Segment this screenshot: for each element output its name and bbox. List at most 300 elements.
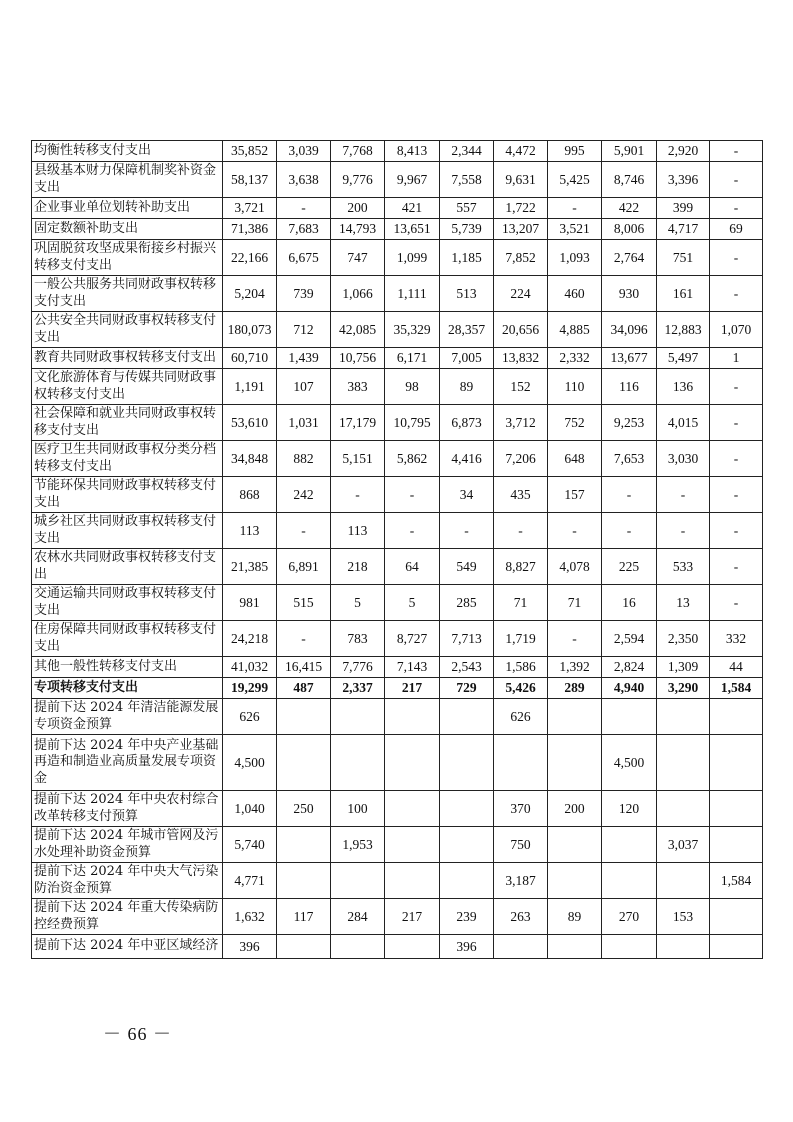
table-cell: - bbox=[710, 405, 763, 441]
row-label: 均衡性转移支付支出 bbox=[32, 141, 223, 162]
table-cell: 6,675 bbox=[277, 240, 331, 276]
row-label: 巩固脱贫攻坚成果衔接乡村振兴转移支付支出 bbox=[32, 240, 223, 276]
table-cell: 20,656 bbox=[494, 312, 548, 348]
table-cell: 5,425 bbox=[548, 162, 602, 198]
table-cell: 4,771 bbox=[223, 863, 277, 899]
table-cell bbox=[385, 827, 440, 863]
table-row bbox=[32, 513, 763, 549]
table-cell: 5,901 bbox=[602, 141, 657, 162]
table-cell: - bbox=[710, 585, 763, 621]
table-cell: 4,940 bbox=[602, 678, 657, 699]
table-cell: 263 bbox=[494, 899, 548, 935]
table-cell: 98 bbox=[385, 369, 440, 405]
table-cell: 3,396 bbox=[657, 162, 710, 198]
table-cell bbox=[440, 863, 494, 899]
table-cell bbox=[602, 935, 657, 959]
table-cell: 421 bbox=[385, 198, 440, 219]
table-cell: 1,719 bbox=[494, 621, 548, 657]
table-cell: 270 bbox=[602, 899, 657, 935]
table-cell: 5,497 bbox=[657, 348, 710, 369]
table-cell: 250 bbox=[277, 791, 331, 827]
table-row bbox=[32, 369, 763, 405]
row-label: 节能环保共同财政事权转移支付支出 bbox=[32, 477, 223, 513]
table-cell bbox=[710, 899, 763, 935]
table-cell: 10,795 bbox=[385, 405, 440, 441]
table-cell: 44 bbox=[710, 657, 763, 678]
table-cell: 5 bbox=[331, 585, 385, 621]
row-label: 县级基本财力保障机制奖补资金支出 bbox=[32, 162, 223, 198]
table-cell bbox=[657, 863, 710, 899]
table-cell bbox=[277, 827, 331, 863]
table-cell: 58,137 bbox=[223, 162, 277, 198]
table-row bbox=[32, 198, 763, 219]
table-cell: - bbox=[277, 198, 331, 219]
table-cell: 8,006 bbox=[602, 219, 657, 240]
table-cell: 1,584 bbox=[710, 678, 763, 699]
table-cell: 110 bbox=[548, 369, 602, 405]
table-cell: 1,632 bbox=[223, 899, 277, 935]
table-cell bbox=[440, 827, 494, 863]
table-cell: 120 bbox=[602, 791, 657, 827]
table-cell: 13,832 bbox=[494, 348, 548, 369]
table-cell: 3,187 bbox=[494, 863, 548, 899]
table-cell: - bbox=[385, 513, 440, 549]
table-cell: 60,710 bbox=[223, 348, 277, 369]
row-label: 提前下达 2024 年城市管网及污水处理补助资金预算 bbox=[32, 827, 223, 863]
table-cell: 557 bbox=[440, 198, 494, 219]
table-cell: 3,638 bbox=[277, 162, 331, 198]
table-cell: - bbox=[331, 477, 385, 513]
table-body bbox=[32, 141, 763, 959]
table-row bbox=[32, 441, 763, 477]
table-cell: 7,852 bbox=[494, 240, 548, 276]
table-cell: 648 bbox=[548, 441, 602, 477]
table-cell bbox=[710, 827, 763, 863]
table-cell: 383 bbox=[331, 369, 385, 405]
table-cell bbox=[657, 699, 710, 735]
table-cell: 981 bbox=[223, 585, 277, 621]
row-label: 企业事业单位划转补助支出 bbox=[32, 198, 223, 219]
table-cell: 34,848 bbox=[223, 441, 277, 477]
table-row bbox=[32, 276, 763, 312]
table-cell: - bbox=[710, 198, 763, 219]
row-label: 提前下达 2024 年重大传染病防控经费预算 bbox=[32, 899, 223, 935]
table-cell: 285 bbox=[440, 585, 494, 621]
table-cell: - bbox=[710, 513, 763, 549]
table-cell: 1,099 bbox=[385, 240, 440, 276]
table-cell: 1,185 bbox=[440, 240, 494, 276]
table-cell: 10,756 bbox=[331, 348, 385, 369]
table-cell bbox=[548, 935, 602, 959]
table-cell: 1,439 bbox=[277, 348, 331, 369]
table-row bbox=[32, 585, 763, 621]
table-row bbox=[32, 657, 763, 678]
table-cell: - bbox=[602, 477, 657, 513]
table-cell: 1,309 bbox=[657, 657, 710, 678]
table-cell: 332 bbox=[710, 621, 763, 657]
table-cell: 626 bbox=[494, 699, 548, 735]
table-cell: 1,191 bbox=[223, 369, 277, 405]
table-cell: 42,085 bbox=[331, 312, 385, 348]
table-cell: 22,166 bbox=[223, 240, 277, 276]
table-cell: 751 bbox=[657, 240, 710, 276]
table-cell: 24,218 bbox=[223, 621, 277, 657]
table-cell: - bbox=[657, 477, 710, 513]
table-cell: 4,472 bbox=[494, 141, 548, 162]
table-cell: 3,712 bbox=[494, 405, 548, 441]
table-cell: 2,920 bbox=[657, 141, 710, 162]
table-cell: 3,290 bbox=[657, 678, 710, 699]
table-cell: 161 bbox=[657, 276, 710, 312]
table-cell: 1,722 bbox=[494, 198, 548, 219]
table-cell: 7,768 bbox=[331, 141, 385, 162]
table-cell: 7,558 bbox=[440, 162, 494, 198]
table-cell: 3,039 bbox=[277, 141, 331, 162]
table-cell: 5,862 bbox=[385, 441, 440, 477]
table-cell bbox=[440, 699, 494, 735]
table-cell: 9,776 bbox=[331, 162, 385, 198]
table-row bbox=[32, 621, 763, 657]
row-label: 城乡社区共同财政事权转移支付支出 bbox=[32, 513, 223, 549]
table-cell: 513 bbox=[440, 276, 494, 312]
table-cell: 3,721 bbox=[223, 198, 277, 219]
table-cell: 712 bbox=[277, 312, 331, 348]
table-row bbox=[32, 477, 763, 513]
table-cell: 4,717 bbox=[657, 219, 710, 240]
table-cell bbox=[710, 935, 763, 959]
table-cell: 28,357 bbox=[440, 312, 494, 348]
table-cell: 34,096 bbox=[602, 312, 657, 348]
table-cell: 13,677 bbox=[602, 348, 657, 369]
table-cell: 1,093 bbox=[548, 240, 602, 276]
table-cell: 225 bbox=[602, 549, 657, 585]
table-cell: 739 bbox=[277, 276, 331, 312]
table-cell: 8,746 bbox=[602, 162, 657, 198]
table-cell bbox=[548, 827, 602, 863]
table-row bbox=[32, 312, 763, 348]
table-cell: 4,416 bbox=[440, 441, 494, 477]
table-cell: 53,610 bbox=[223, 405, 277, 441]
table-cell: 113 bbox=[223, 513, 277, 549]
table-cell: 2,594 bbox=[602, 621, 657, 657]
table-cell bbox=[331, 735, 385, 791]
table-cell: 370 bbox=[494, 791, 548, 827]
table-cell: 435 bbox=[494, 477, 548, 513]
row-label: 专项转移支付支出 bbox=[32, 678, 223, 699]
table-cell: 8,413 bbox=[385, 141, 440, 162]
budget-table bbox=[31, 140, 763, 959]
table-cell: - bbox=[548, 513, 602, 549]
table-cell bbox=[385, 863, 440, 899]
table-cell: 242 bbox=[277, 477, 331, 513]
table-cell: 396 bbox=[440, 935, 494, 959]
table-cell: - bbox=[710, 477, 763, 513]
row-label: 社会保障和就业共同财政事权转移支付支出 bbox=[32, 405, 223, 441]
table-cell: - bbox=[277, 513, 331, 549]
table-cell: 4,885 bbox=[548, 312, 602, 348]
table-cell: 1,953 bbox=[331, 827, 385, 863]
table-cell: 21,385 bbox=[223, 549, 277, 585]
table-cell: 5,740 bbox=[223, 827, 277, 863]
table-cell: 2,350 bbox=[657, 621, 710, 657]
table-cell: 117 bbox=[277, 899, 331, 935]
table-cell: 8,727 bbox=[385, 621, 440, 657]
table-cell: 41,032 bbox=[223, 657, 277, 678]
table-cell bbox=[602, 863, 657, 899]
table-cell: 5,426 bbox=[494, 678, 548, 699]
table-cell: 626 bbox=[223, 699, 277, 735]
table-cell: 8,827 bbox=[494, 549, 548, 585]
table-cell bbox=[494, 935, 548, 959]
table-cell: 783 bbox=[331, 621, 385, 657]
table-cell: 7,776 bbox=[331, 657, 385, 678]
table-cell: 6,873 bbox=[440, 405, 494, 441]
table-cell: 35,852 bbox=[223, 141, 277, 162]
table-cell: 200 bbox=[548, 791, 602, 827]
table-cell: 19,299 bbox=[223, 678, 277, 699]
table-cell: - bbox=[710, 369, 763, 405]
table-cell bbox=[277, 863, 331, 899]
table-cell: 1,586 bbox=[494, 657, 548, 678]
table-cell: 930 bbox=[602, 276, 657, 312]
table-cell bbox=[277, 935, 331, 959]
table-cell: 2,337 bbox=[331, 678, 385, 699]
table-cell: 1,031 bbox=[277, 405, 331, 441]
table-cell: 752 bbox=[548, 405, 602, 441]
table-cell: 89 bbox=[548, 899, 602, 935]
table-cell: - bbox=[602, 513, 657, 549]
table-cell: 396 bbox=[223, 935, 277, 959]
table-cell: 157 bbox=[548, 477, 602, 513]
table-cell bbox=[602, 827, 657, 863]
row-label: 教育共同财政事权转移支付支出 bbox=[32, 348, 223, 369]
table-cell: 5,151 bbox=[331, 441, 385, 477]
table-cell: 289 bbox=[548, 678, 602, 699]
table-cell: 14,793 bbox=[331, 219, 385, 240]
table-cell: 113 bbox=[331, 513, 385, 549]
table-cell: 7,713 bbox=[440, 621, 494, 657]
table-cell bbox=[331, 699, 385, 735]
table-cell: - bbox=[277, 621, 331, 657]
table-cell: 71,386 bbox=[223, 219, 277, 240]
table-cell: 4,500 bbox=[223, 735, 277, 791]
table-cell: 180,073 bbox=[223, 312, 277, 348]
table-row bbox=[32, 240, 763, 276]
row-label: 交通运输共同财政事权转移支付支出 bbox=[32, 585, 223, 621]
table-cell: 2,344 bbox=[440, 141, 494, 162]
table-cell bbox=[548, 863, 602, 899]
table-cell bbox=[710, 791, 763, 827]
table-cell: 16,415 bbox=[277, 657, 331, 678]
table-cell: 217 bbox=[385, 678, 440, 699]
table-cell: 200 bbox=[331, 198, 385, 219]
table-cell: 750 bbox=[494, 827, 548, 863]
table-cell: - bbox=[657, 513, 710, 549]
table-cell: 107 bbox=[277, 369, 331, 405]
row-label: 住房保障共同财政事权转移支付支出 bbox=[32, 621, 223, 657]
table-cell: 1,040 bbox=[223, 791, 277, 827]
table-cell: 34 bbox=[440, 477, 494, 513]
table-cell: 9,631 bbox=[494, 162, 548, 198]
table-cell bbox=[494, 735, 548, 791]
table-row bbox=[32, 863, 763, 899]
table-cell: 7,683 bbox=[277, 219, 331, 240]
table-cell: 1,392 bbox=[548, 657, 602, 678]
table-cell bbox=[385, 935, 440, 959]
table-cell: 1,066 bbox=[331, 276, 385, 312]
row-label: 提前下达 2024 年中央产业基础再造和制造业高质量发展专项资金 bbox=[32, 735, 223, 791]
table-cell: - bbox=[548, 198, 602, 219]
table-cell: 12,883 bbox=[657, 312, 710, 348]
table-cell: 5 bbox=[385, 585, 440, 621]
table-cell bbox=[331, 935, 385, 959]
table-cell: 882 bbox=[277, 441, 331, 477]
table-cell bbox=[548, 699, 602, 735]
table-cell: 16 bbox=[602, 585, 657, 621]
table-cell: 7,653 bbox=[602, 441, 657, 477]
table-cell: 487 bbox=[277, 678, 331, 699]
table-cell bbox=[710, 699, 763, 735]
table-cell: 4,500 bbox=[602, 735, 657, 791]
table-cell: 3,037 bbox=[657, 827, 710, 863]
table-cell: 5,204 bbox=[223, 276, 277, 312]
table-cell bbox=[710, 735, 763, 791]
table-cell bbox=[657, 935, 710, 959]
table-cell: 13,651 bbox=[385, 219, 440, 240]
table-row bbox=[32, 791, 763, 827]
table-cell: 116 bbox=[602, 369, 657, 405]
table-cell: 71 bbox=[494, 585, 548, 621]
table-cell bbox=[440, 735, 494, 791]
table-cell: - bbox=[710, 441, 763, 477]
row-label: 医疗卫生共同财政事权分类分档转移支付支出 bbox=[32, 441, 223, 477]
table-cell: 284 bbox=[331, 899, 385, 935]
table-cell bbox=[602, 699, 657, 735]
table-cell: 747 bbox=[331, 240, 385, 276]
table-cell: 7,206 bbox=[494, 441, 548, 477]
table-cell: 13 bbox=[657, 585, 710, 621]
table-cell: 2,332 bbox=[548, 348, 602, 369]
table-cell: - bbox=[548, 621, 602, 657]
table-cell bbox=[385, 791, 440, 827]
table-row bbox=[32, 141, 763, 162]
table-row bbox=[32, 162, 763, 198]
table-cell: 5,739 bbox=[440, 219, 494, 240]
table-cell: 2,824 bbox=[602, 657, 657, 678]
row-label: 提前下达 2024 年中央农村综合改革转移支付预算 bbox=[32, 791, 223, 827]
table-cell: 4,078 bbox=[548, 549, 602, 585]
table-cell bbox=[277, 699, 331, 735]
table-cell: - bbox=[710, 141, 763, 162]
row-label: 一般公共服务共同财政事权转移支付支出 bbox=[32, 276, 223, 312]
table-cell: 460 bbox=[548, 276, 602, 312]
table-cell: 6,891 bbox=[277, 549, 331, 585]
table-row bbox=[32, 678, 763, 699]
table-cell: 13,207 bbox=[494, 219, 548, 240]
table-cell: 1,584 bbox=[710, 863, 763, 899]
table-cell: 17,179 bbox=[331, 405, 385, 441]
row-label: 固定数额补助支出 bbox=[32, 219, 223, 240]
table-row bbox=[32, 405, 763, 441]
page-number: － 66 － bbox=[103, 1024, 172, 1044]
table-cell: 422 bbox=[602, 198, 657, 219]
table-row bbox=[32, 735, 763, 791]
table-row bbox=[32, 219, 763, 240]
table-cell: 399 bbox=[657, 198, 710, 219]
table-cell: 3,521 bbox=[548, 219, 602, 240]
table-cell: - bbox=[710, 276, 763, 312]
table-cell bbox=[385, 699, 440, 735]
table-cell bbox=[385, 735, 440, 791]
table-cell: 218 bbox=[331, 549, 385, 585]
table-cell bbox=[331, 863, 385, 899]
table-cell: 153 bbox=[657, 899, 710, 935]
table-cell: 224 bbox=[494, 276, 548, 312]
row-label: 农林水共同财政事权转移支付支出 bbox=[32, 549, 223, 585]
table-cell: 64 bbox=[385, 549, 440, 585]
table-cell: 868 bbox=[223, 477, 277, 513]
row-label: 其他一般性转移支付支出 bbox=[32, 657, 223, 678]
table-cell bbox=[277, 735, 331, 791]
table-cell: 4,015 bbox=[657, 405, 710, 441]
table-cell bbox=[657, 791, 710, 827]
table-row bbox=[32, 549, 763, 585]
table-cell: 136 bbox=[657, 369, 710, 405]
table-row bbox=[32, 348, 763, 369]
table-cell: 71 bbox=[548, 585, 602, 621]
table-cell: 152 bbox=[494, 369, 548, 405]
table-cell: 217 bbox=[385, 899, 440, 935]
table-cell: - bbox=[494, 513, 548, 549]
table-cell: 89 bbox=[440, 369, 494, 405]
table-cell: 1,111 bbox=[385, 276, 440, 312]
table-cell bbox=[548, 735, 602, 791]
table-row bbox=[32, 827, 763, 863]
table-cell: 729 bbox=[440, 678, 494, 699]
table-cell: - bbox=[710, 162, 763, 198]
row-label: 公共安全共同财政事权转移支付支出 bbox=[32, 312, 223, 348]
table-row bbox=[32, 899, 763, 935]
table-cell bbox=[657, 735, 710, 791]
table-cell: - bbox=[710, 549, 763, 585]
row-label: 提前下达 2024 年清洁能源发展专项资金预算 bbox=[32, 699, 223, 735]
table-cell: 6,171 bbox=[385, 348, 440, 369]
table-row bbox=[32, 699, 763, 735]
table-cell: 2,543 bbox=[440, 657, 494, 678]
row-label: 提前下达 2024 年中亚区域经济 bbox=[32, 935, 223, 959]
table-cell: 9,967 bbox=[385, 162, 440, 198]
table-cell: 1,070 bbox=[710, 312, 763, 348]
table-cell: 7,005 bbox=[440, 348, 494, 369]
table-cell: - bbox=[385, 477, 440, 513]
table-cell: 35,329 bbox=[385, 312, 440, 348]
table-cell: - bbox=[440, 513, 494, 549]
table-cell: 515 bbox=[277, 585, 331, 621]
table-row bbox=[32, 935, 763, 959]
table-cell: 549 bbox=[440, 549, 494, 585]
row-label: 文化旅游体育与传媒共同财政事权转移支付支出 bbox=[32, 369, 223, 405]
table-cell: 3,030 bbox=[657, 441, 710, 477]
table-cell: 7,143 bbox=[385, 657, 440, 678]
table-cell: 995 bbox=[548, 141, 602, 162]
table-cell: 533 bbox=[657, 549, 710, 585]
table-cell: 2,764 bbox=[602, 240, 657, 276]
table-cell: 239 bbox=[440, 899, 494, 935]
table-cell: 69 bbox=[710, 219, 763, 240]
table-cell: 1 bbox=[710, 348, 763, 369]
table-cell: 9,253 bbox=[602, 405, 657, 441]
row-label: 提前下达 2024 年中央大气污染防治资金预算 bbox=[32, 863, 223, 899]
